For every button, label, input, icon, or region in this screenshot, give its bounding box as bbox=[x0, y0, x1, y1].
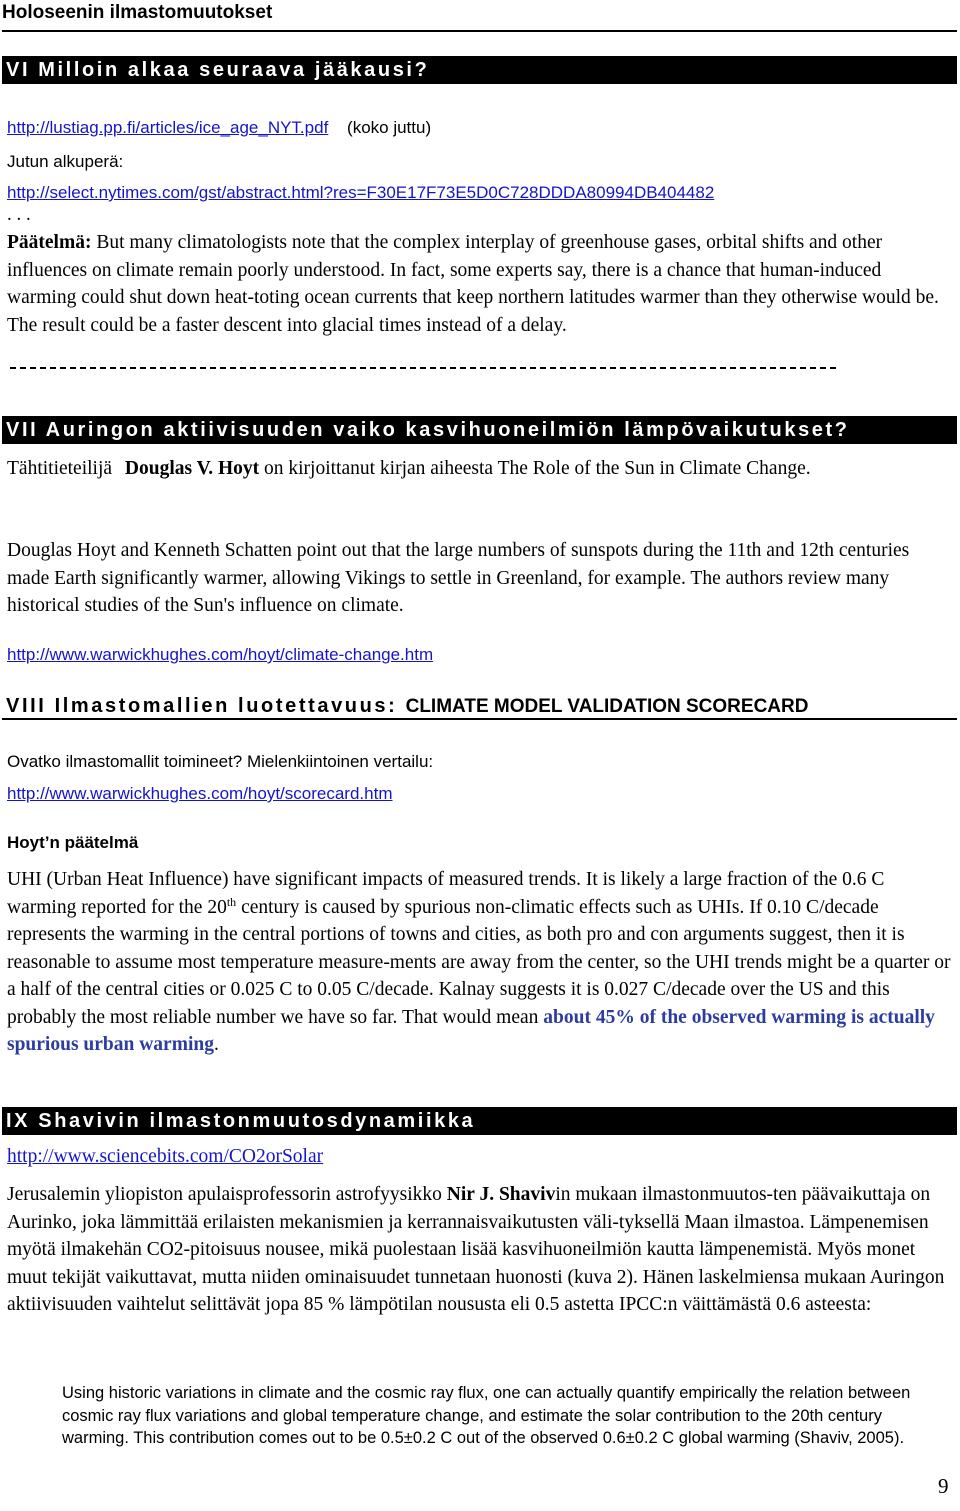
section-vi-conclusion bbox=[7, 229, 955, 339]
section-vii-heading: VII Auringon aktiivisuuden vaiko kasvihuoneilmiön lämpövaikutukset? bbox=[2, 416, 957, 444]
dashed-separator bbox=[10, 367, 836, 369]
origin-label: Jutun alkuperä: bbox=[7, 152, 124, 171]
author-name: Douglas V. bbox=[124, 458, 214, 479]
sciencebits-link[interactable]: http://www.sciencebits.com/CO2orSolar bbox=[7, 1146, 324, 1167]
nytimes-link[interactable]: http://select.nytimes.com/gst/abstract.html?res=F30E17F73E5D0C728DDDA80994DB404482 bbox=[7, 183, 715, 202]
scorecard-title: CLIMATE MODEL VALIDATION SCORECARD bbox=[405, 696, 809, 717]
section-ix-paragraph: Jerusalemin yliopiston apulaisprofessorin astrofyysikko Nir J. Shavivin mukaan ilmastonmuutos-ten päävaikuttaja on Aurinko, joka lämmittää erilaisten mekanismien ja kerrannaisvaikutusten väli-tyksellä Maan ilmastoa. Lämpenemisen myötä ilmakehän CO2-pitoisuus nousee, mikä puolestaan lisää kasvihuoneilmiön kautta lämpenemistä. Myös monet muut tekijät vaikuttavat, mutta niiden ominaisuudet tunnetaan huonosti (kuva 2). Hänen laskelmiensa mukaan Auringon aktiivisuuden vaihtelut selittävät jopa 85 % lämpötilan noususta eli 0.5 astetta IPCC:n väittämästä 0.6 asteesta: bbox=[7, 1184, 945, 1315]
section-viii-paragraph: UHI (Urban Heat Influence) have significant impacts of measured trends. It is likely a large fraction of the 0.6 C warming reported for the 20th century is caused by spurious non-climatic effects such as UHIs. If 0.10 C/decade represents the warming in the central portions of towns and cities, as both pro and con arguments suggest, then it is reasonable to assume most temperature measure-ments are away from the center, so the UHI trends might be a quarter or a half of the central cities or 0.025 C to 0.05 C/decade. Kalnay suggests it is 0.027 C/decade over the US and this probably the most reliable number we have so far. That would mean about 45% of the observed warming is actually spurious urban warming. bbox=[7, 869, 951, 1055]
shaviv-quote: Using historic variations in climate and the cosmic ray flux, one can actually quantify empirically the relation between cosmic ray flux variations and global temperature change, and estimate the solar contribution to the 20th century warming. This contribution comes out to be 0.5±0.2 C out of the observed 0.6±0.2 C global warming (Shaviv, 2005). bbox=[62, 1384, 911, 1447]
section-vii-paragraph: Douglas Hoyt and Kenneth Schatten point out that the large numbers of sunspots during the 11th and 12th centuries made Earth significantly warmer, allowing Vikings to settle in Greenland, for example. The authors review many historical studies of the Sun's influence on climate. bbox=[7, 540, 910, 616]
scorecard-link[interactable]: http://www.warwickhughes.com/hoyt/scorecard.htm bbox=[7, 784, 393, 803]
section-viii-question: Ovatko ilmastomallit toimineet? Mielenkiintoinen vertailu: bbox=[7, 752, 434, 771]
section-vi-heading: VI Milloin alkaa seuraava jääkausi? bbox=[2, 56, 957, 84]
conclusion-label: Päätelmä: bbox=[7, 232, 92, 253]
page-number: 9 bbox=[938, 1474, 949, 1498]
ellipsis: . . . bbox=[7, 204, 31, 225]
highlighted-conclusion: about 45% of the observed warming is actually spurious urban warming bbox=[7, 1006, 935, 1055]
header-rule bbox=[2, 30, 957, 32]
section-viii-heading: VIII Ilmastomallien luotettavuus: CLIMATE MODEL VALIDATION SCORECARD bbox=[2, 692, 957, 720]
shaviv-name: Nir J. Shaviv bbox=[446, 1184, 556, 1205]
climate-change-link[interactable]: http://www.warwickhughes.com/hoyt/climate-change.htm bbox=[7, 645, 434, 664]
hoyt-conclusion-heading: Hoyt’n päätelmä bbox=[7, 833, 139, 852]
section-vi-link-row bbox=[7, 118, 431, 138]
section-ix-heading: IX Shavivin ilmastonmuutosdynamiikka bbox=[2, 1107, 957, 1135]
section-vii-intro: Tähtitieteilijä Douglas V. Hoyt on kirjoittanut kirjan aiheesta The Role of the Sun in Climate Change. bbox=[7, 458, 811, 479]
ice-age-pdf-link[interactable]: http://lustiag.pp.fi/articles/ice_age_NYT.pdf bbox=[7, 118, 329, 137]
conclusion-text: But many climatologists note that the complex interplay of greenhouse gases, orbital shifts and other influences on climate remain poorly understood. In fact, some experts say, there is a chance that human-induced warming could shut down heat-toting ocean currents that keep northern latitudes warmer than they otherwise would be. The result could be a faster descent into glacial times instead of a delay. bbox=[7, 232, 939, 336]
document-title: Holoseenin ilmastomuutokset bbox=[2, 2, 273, 23]
link-note: (koko juttu) bbox=[347, 118, 432, 137]
